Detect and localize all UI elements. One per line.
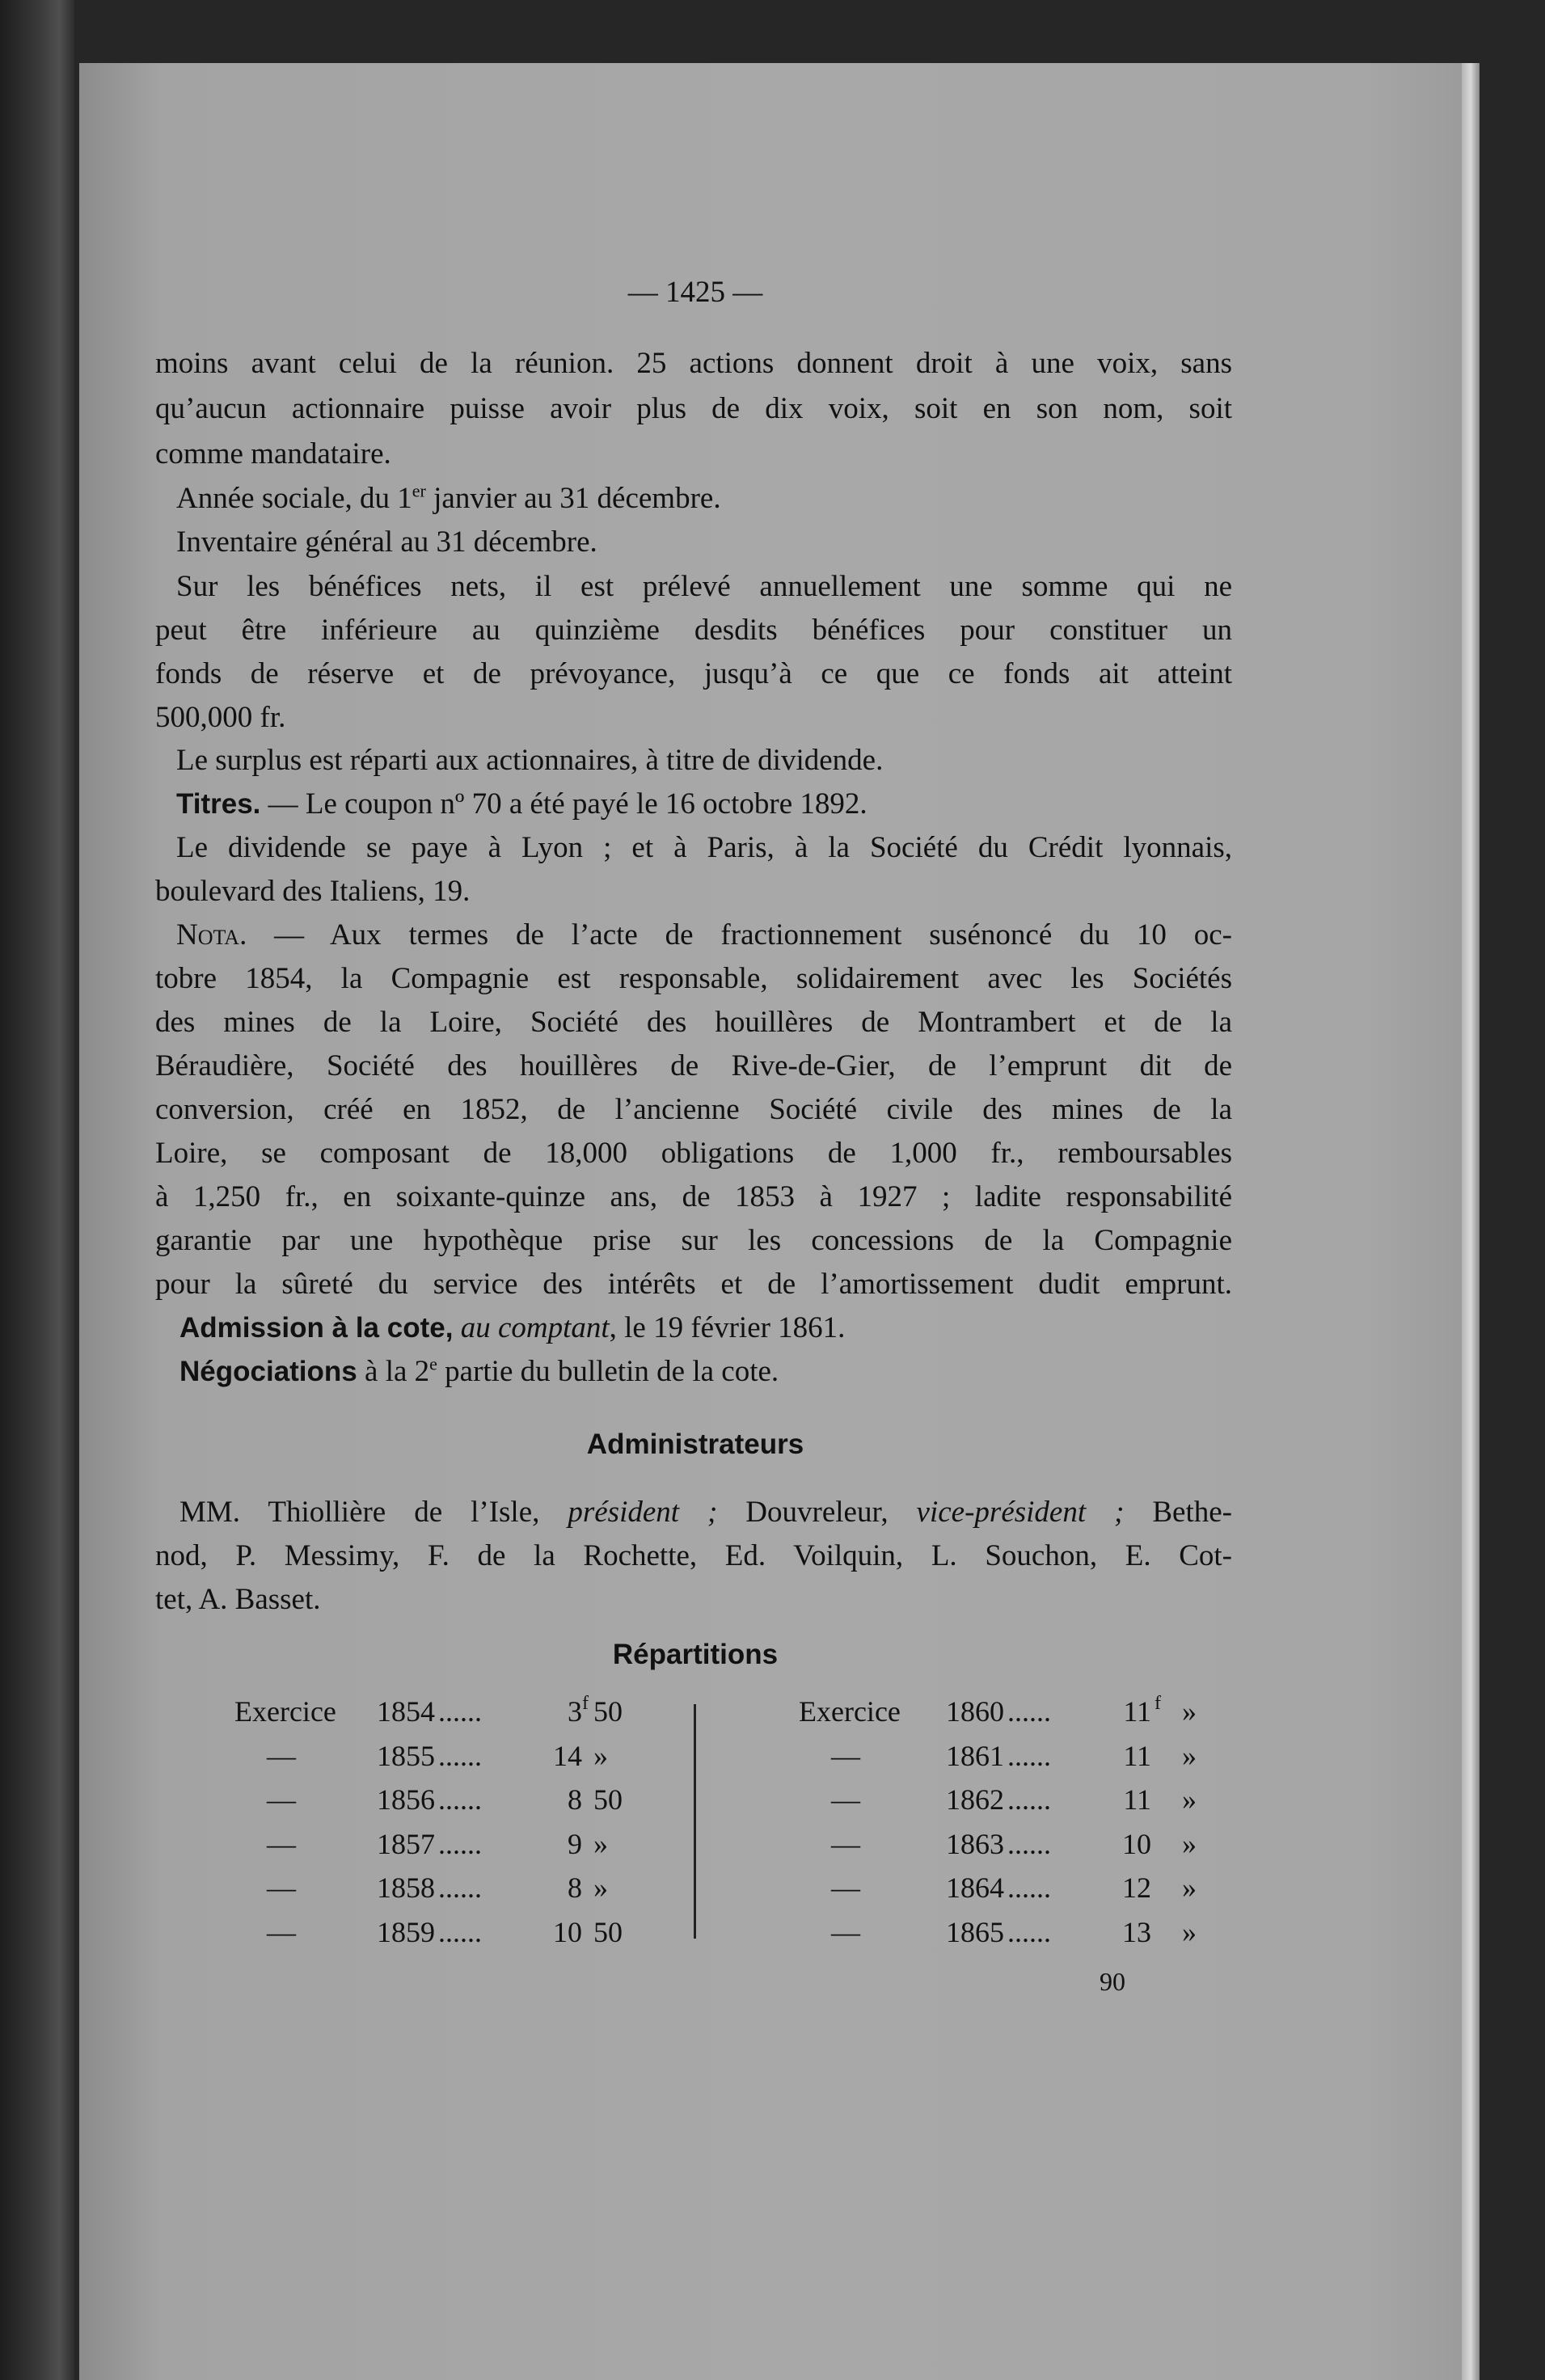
signature-mark: 90: [1100, 1967, 1125, 1996]
body-line: Loire, se composant de 18,000 obligations de 1,000 fr., remboursables: [155, 1137, 1232, 1170]
repartition-label: —: [267, 1783, 296, 1816]
admin-text: Bethe-: [1124, 1496, 1232, 1529]
repartition-label: —: [267, 1827, 296, 1860]
body-line: 500,000 fr.: [155, 701, 286, 734]
repartition-frac: »: [593, 1739, 608, 1772]
repartition-year: 1855: [377, 1739, 435, 1772]
administrateurs-line: [179, 1490, 1232, 1534]
annee-text: janvier au 31 décembre.: [425, 482, 721, 515]
repartition-label: —: [831, 1827, 860, 1860]
repartition-int: 11: [1123, 1783, 1151, 1816]
repartition-dots: ......: [1007, 1739, 1051, 1772]
admission-label: Admission à la cote,: [179, 1312, 454, 1344]
repartition-dots: ......: [438, 1783, 482, 1816]
body-line: pour la sûreté du service des intérêts et de l’amortissement dudit emprunt.: [155, 1268, 1232, 1301]
admin-role: président ;: [568, 1496, 718, 1529]
body-line: Le dividende se paye à Lyon ; et à Paris, à la Société du Crédit lyonnais,: [176, 831, 1232, 864]
repartition-int: 3: [568, 1695, 582, 1728]
repartition-year: 1858: [377, 1872, 435, 1904]
previous-page-edge: [0, 0, 74, 2380]
nota-text: — Aux termes de l’acte de fractionnement susénoncé du 10 oc-: [247, 918, 1232, 952]
table-divider: [694, 1704, 696, 1939]
repartitions-heading: Répartitions: [612, 1639, 779, 1670]
nota-label: Nota.: [176, 918, 247, 952]
repartition-frac: »: [593, 1827, 608, 1860]
negociations-label: Négociations: [179, 1356, 357, 1387]
repartition-frac: »: [1182, 1739, 1197, 1772]
body-line: fonds de réserve et de prévoyance, jusqu’à ce que ce fonds ait atteint: [155, 657, 1232, 690]
repartition-label: Exercice: [234, 1695, 336, 1728]
nota-first-line: [176, 913, 1232, 957]
repartition-dots: ......: [438, 1695, 482, 1728]
admission-text: , le 19 février 1861.: [609, 1311, 846, 1344]
repartition-year: 1859: [377, 1915, 435, 1948]
repartition-frac: »: [1182, 1872, 1197, 1904]
repartition-frac: »: [1182, 1695, 1197, 1728]
negociations-text: partie du bulletin de la cote.: [437, 1355, 779, 1388]
repartition-dots: ......: [1007, 1872, 1051, 1904]
administrateurs-line: tet, A. Basset.: [155, 1583, 321, 1616]
page-number: — 1425 —: [627, 276, 763, 309]
repartition-label: —: [267, 1739, 296, 1772]
repartition-label: —: [831, 1783, 860, 1816]
superscript: er: [412, 480, 426, 501]
repartition-dots: ......: [438, 1827, 482, 1860]
repartition-year: 1857: [377, 1827, 435, 1860]
negociations-text: à la 2: [357, 1355, 430, 1388]
titres-text: — Le coupon nº 70 a été payé le 16 octobre 1892.: [260, 787, 867, 821]
superscript: e: [429, 1353, 437, 1374]
repartition-int: 13: [1122, 1915, 1151, 1948]
body-line: boulevard des Italiens, 19.: [155, 875, 471, 908]
repartition-year: 1856: [377, 1783, 435, 1816]
surplus-line: Le surplus est réparti aux actionnaires, à titre de dividende.: [176, 744, 884, 777]
body-line: peut être inférieure au quinzième desdits bénéfices pour constituer un: [155, 614, 1232, 647]
annee-text: Année sociale, du 1: [176, 482, 412, 515]
repartition-unit: f: [582, 1693, 589, 1714]
repartition-label: —: [831, 1739, 860, 1772]
body-line: tobre 1854, la Compagnie est responsable, solidairement avec les Sociétés: [155, 962, 1232, 995]
repartition-dots: ......: [1007, 1915, 1051, 1948]
repartition-int: 14: [553, 1739, 582, 1772]
titres-label: Titres.: [176, 788, 261, 820]
body-line: conversion, créé en 1852, de l’ancienne Société civile des mines de la: [155, 1093, 1232, 1126]
repartition-year: 1862: [946, 1783, 1004, 1816]
repartition-frac: »: [1182, 1827, 1197, 1860]
body-line: à 1,250 fr., en soixante-quinze ans, de 1853 à 1927 ; ladite responsabilité: [155, 1180, 1232, 1213]
repartition-dots: ......: [438, 1872, 482, 1904]
repartition-label: —: [831, 1872, 860, 1904]
annee-sociale: [176, 476, 721, 521]
page-right-edge: [1462, 63, 1480, 2380]
titres-line: [176, 782, 867, 826]
repartition-year: 1860: [946, 1695, 1004, 1728]
body-line: des mines de la Loire, Société des houillères de Montrambert et de la: [155, 1006, 1232, 1039]
repartition-dots: ......: [438, 1739, 482, 1772]
repartition-dots: ......: [438, 1915, 482, 1948]
admission-line: [179, 1306, 845, 1350]
body-line: Béraudière, Société des houillères de Rive-de-Gier, de l’emprunt dit de: [155, 1049, 1232, 1082]
admin-text: MM. Thiollière de l’Isle,: [179, 1496, 568, 1529]
repartition-int: 11: [1123, 1695, 1151, 1728]
repartition-int: 8: [568, 1783, 582, 1816]
repartition-label: —: [267, 1872, 296, 1904]
inventaire-line: Inventaire général au 31 décembre.: [176, 525, 597, 559]
body-line: qu’aucun actionnaire puisse avoir plus de dix voix, soit en son nom, soit: [155, 392, 1232, 425]
negociations-line: [179, 1349, 779, 1394]
repartition-frac: 50: [593, 1695, 623, 1728]
repartition-year: 1854: [377, 1695, 435, 1728]
repartition-frac: 50: [593, 1915, 623, 1948]
repartition-label: Exercice: [799, 1695, 901, 1728]
repartition-frac: »: [593, 1872, 608, 1904]
repartition-int: 9: [568, 1827, 582, 1860]
body-line: moins avant celui de la réunion. 25 actions donnent droit à une voix, sans: [155, 347, 1232, 380]
admin-text: Douvreleur,: [717, 1496, 917, 1529]
repartition-label: —: [267, 1915, 296, 1948]
admin-role: vice-président ;: [916, 1496, 1125, 1529]
admission-italic: au comptant: [453, 1311, 610, 1344]
repartition-year: 1864: [946, 1872, 1004, 1904]
repartition-int: 12: [1122, 1872, 1151, 1904]
administrateurs-line: nod, P. Messimy, F. de la Rochette, Ed. Voilquin, L. Souchon, E. Cot-: [155, 1539, 1232, 1572]
repartition-frac: »: [1182, 1783, 1197, 1816]
repartition-label: —: [831, 1915, 860, 1948]
repartition-frac: 50: [593, 1783, 623, 1816]
body-line: comme mandataire.: [155, 437, 391, 471]
repartition-dots: ......: [1007, 1695, 1051, 1728]
repartition-frac: »: [1182, 1915, 1197, 1948]
repartition-dots: ......: [1007, 1827, 1051, 1860]
repartition-year: 1861: [946, 1739, 1004, 1772]
repartition-int: 10: [553, 1915, 582, 1948]
repartition-dots: ......: [1007, 1783, 1051, 1816]
repartition-year: 1865: [946, 1915, 1004, 1948]
body-line: garantie par une hypothèque prise sur les concessions de la Compagnie: [155, 1224, 1232, 1257]
body-line: Sur les bénéfices nets, il est prélevé annuellement une somme qui ne: [176, 570, 1232, 603]
repartition-int: 11: [1123, 1739, 1151, 1772]
repartition-unit: f: [1155, 1693, 1161, 1714]
repartition-int: 8: [568, 1872, 582, 1904]
repartition-int: 10: [1122, 1827, 1151, 1860]
administrateurs-heading: Administrateurs: [586, 1428, 804, 1460]
repartition-year: 1863: [946, 1827, 1004, 1860]
